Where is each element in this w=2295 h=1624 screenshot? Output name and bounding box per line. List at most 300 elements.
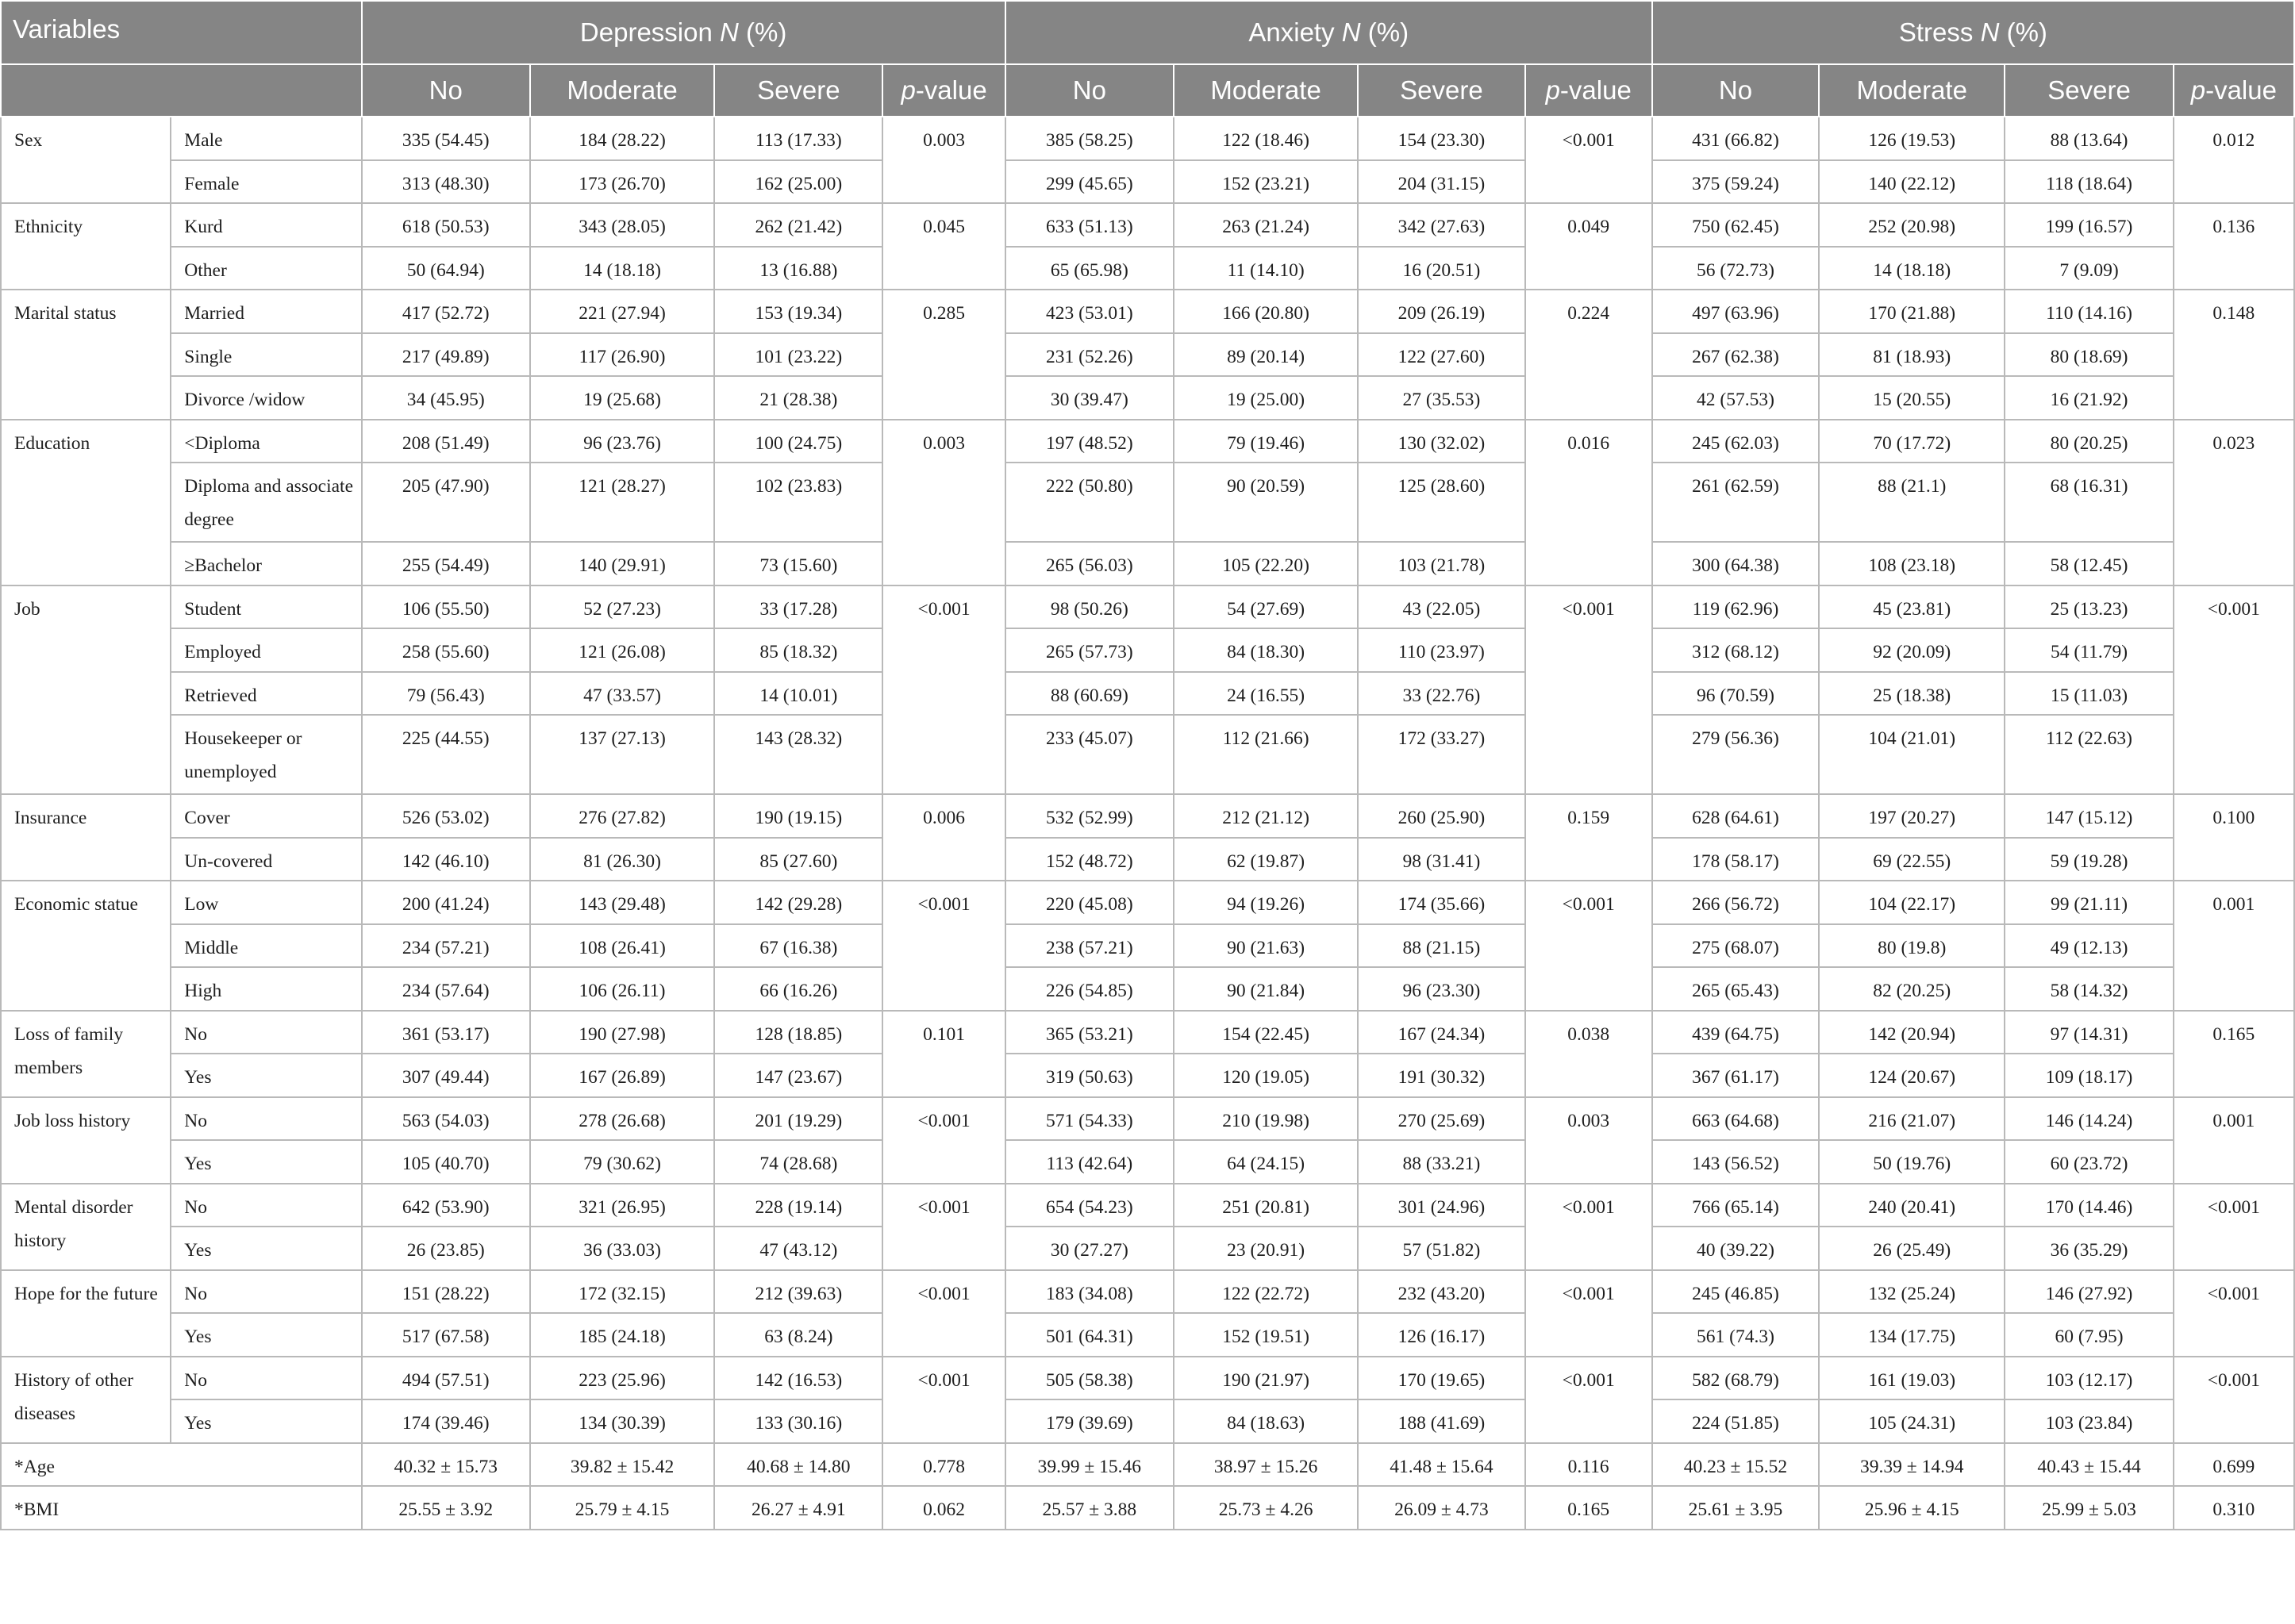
stress-severe-cell: 103 (23.84) xyxy=(2005,1399,2173,1443)
depression-no-cell: 106 (55.50) xyxy=(362,585,530,629)
category-cell: Retrieved xyxy=(171,672,361,716)
anxiety-severe-cell: 170 (19.65) xyxy=(1358,1357,1524,1400)
variable-cell: Job xyxy=(1,585,171,795)
stress-no-cell: 275 (68.07) xyxy=(1652,924,1819,968)
stress-no-cell: 224 (51.85) xyxy=(1652,1399,1819,1443)
anxiety-no-cell: 385 (58.25) xyxy=(1005,117,1174,160)
stress-moderate-cell: 45 (23.81) xyxy=(1819,585,2005,629)
anxiety-moderate-cell: 251 (20.81) xyxy=(1174,1184,1358,1227)
variable-cell: Marital status xyxy=(1,290,171,420)
stress-p-value-cell: 0.001 xyxy=(2174,1097,2294,1184)
anxiety-severe-cell: 98 (31.41) xyxy=(1358,838,1524,881)
anxiety-no-cell: 231 (52.26) xyxy=(1005,333,1174,377)
anxiety-severe-cell: 103 (21.78) xyxy=(1358,542,1524,585)
depression-moderate-cell: 106 (26.11) xyxy=(530,967,714,1011)
stress-moderate-cell: 39.39 ± 14.94 xyxy=(1819,1443,2005,1487)
stress-moderate-cell: 134 (17.75) xyxy=(1819,1313,2005,1357)
anxiety-moderate-cell: 190 (21.97) xyxy=(1174,1357,1358,1400)
stress-moderate-cell: 140 (22.12) xyxy=(1819,160,2005,204)
category-cell: Yes xyxy=(171,1313,361,1357)
anxiety-no-cell: 265 (56.03) xyxy=(1005,542,1174,585)
variable-cell: Hope for the future xyxy=(1,1270,171,1357)
depression-severe-cell: 73 (15.60) xyxy=(714,542,882,585)
anxiety-moderate-cell: 263 (21.24) xyxy=(1174,203,1358,247)
stress-moderate-cell: 25.96 ± 4.15 xyxy=(1819,1486,2005,1530)
stress-severe-cell: 16 (21.92) xyxy=(2005,376,2173,420)
anxiety-moderate-cell: 154 (22.45) xyxy=(1174,1011,1358,1054)
stress-severe-cell: 118 (18.64) xyxy=(2005,160,2173,204)
anxiety-p-value-cell: <0.001 xyxy=(1525,881,1652,1011)
depression-severe-cell: 67 (16.38) xyxy=(714,924,882,968)
table-row xyxy=(1,1140,2294,1184)
table-row xyxy=(1,1011,2294,1054)
stress-moderate-cell: 25 (18.38) xyxy=(1819,672,2005,716)
depression-no-cell: 208 (51.49) xyxy=(362,420,530,463)
anxiety-p-value-cell: <0.001 xyxy=(1525,1357,1652,1443)
variable-cell: Job loss history xyxy=(1,1097,171,1184)
depression-moderate-cell: 19 (25.68) xyxy=(530,376,714,420)
table-row xyxy=(1,247,2294,290)
table-row xyxy=(1,715,2294,794)
variable-cell: *BMI xyxy=(1,1486,362,1530)
stress-severe-cell: 88 (13.64) xyxy=(2005,117,2173,160)
stress-moderate-cell: 105 (24.31) xyxy=(1819,1399,2005,1443)
depression-p-value-cell: <0.001 xyxy=(882,1097,1005,1184)
anxiety-no-cell: 505 (58.38) xyxy=(1005,1357,1174,1400)
anxiety-moderate-cell: 24 (16.55) xyxy=(1174,672,1358,716)
anxiety-moderate-cell: 19 (25.00) xyxy=(1174,376,1358,420)
anxiety-moderate-cell: 84 (18.30) xyxy=(1174,628,1358,672)
header-anxiety: Anxiety N (%) xyxy=(1005,1,1652,64)
anxiety-p-value-cell: 0.165 xyxy=(1525,1486,1652,1530)
anxiety-no-cell: 65 (65.98) xyxy=(1005,247,1174,290)
header-p-value: p-value xyxy=(2174,64,2294,117)
anxiety-p-value-cell: <0.001 xyxy=(1525,1184,1652,1270)
depression-no-cell: 361 (53.17) xyxy=(362,1011,530,1054)
stress-no-cell: 96 (70.59) xyxy=(1652,672,1819,716)
category-cell: Yes xyxy=(171,1054,361,1097)
anxiety-severe-cell: 167 (24.34) xyxy=(1358,1011,1524,1054)
table-row xyxy=(1,1270,2294,1314)
depression-moderate-cell: 172 (32.15) xyxy=(530,1270,714,1314)
stress-no-cell: 56 (72.73) xyxy=(1652,247,1819,290)
depression-no-cell: 34 (45.95) xyxy=(362,376,530,420)
stress-moderate-cell: 124 (20.67) xyxy=(1819,1054,2005,1097)
depression-severe-cell: 153 (19.34) xyxy=(714,290,882,333)
stress-moderate-cell: 82 (20.25) xyxy=(1819,967,2005,1011)
depression-no-cell: 234 (57.21) xyxy=(362,924,530,968)
variable-cell: Education xyxy=(1,420,171,585)
depression-p-value-cell: 0.003 xyxy=(882,420,1005,585)
category-cell: Cover xyxy=(171,794,361,838)
anxiety-moderate-cell: 79 (19.46) xyxy=(1174,420,1358,463)
table-row xyxy=(1,333,2294,377)
header-variables: Variables xyxy=(1,1,362,64)
stress-no-cell: 265 (65.43) xyxy=(1652,967,1819,1011)
stress-no-cell: 367 (61.17) xyxy=(1652,1054,1819,1097)
depression-no-cell: 225 (44.55) xyxy=(362,715,530,794)
depression-p-value-cell: <0.001 xyxy=(882,1270,1005,1357)
depression-no-cell: 313 (48.30) xyxy=(362,160,530,204)
category-cell: Divorce /widow xyxy=(171,376,361,420)
table-row xyxy=(1,203,2294,247)
anxiety-severe-cell: 110 (23.97) xyxy=(1358,628,1524,672)
stress-severe-cell: 40.43 ± 15.44 xyxy=(2005,1443,2173,1487)
stress-severe-cell: 25.99 ± 5.03 xyxy=(2005,1486,2173,1530)
depression-no-cell: 307 (49.44) xyxy=(362,1054,530,1097)
depression-no-cell: 258 (55.60) xyxy=(362,628,530,672)
category-cell: High xyxy=(171,967,361,1011)
depression-no-cell: 335 (54.45) xyxy=(362,117,530,160)
anxiety-no-cell: 319 (50.63) xyxy=(1005,1054,1174,1097)
table-row xyxy=(1,463,2294,542)
anxiety-severe-cell: 33 (22.76) xyxy=(1358,672,1524,716)
depression-severe-cell: 228 (19.14) xyxy=(714,1184,882,1227)
stress-moderate-cell: 170 (21.88) xyxy=(1819,290,2005,333)
stress-moderate-cell: 80 (19.8) xyxy=(1819,924,2005,968)
depression-no-cell: 517 (67.58) xyxy=(362,1313,530,1357)
depression-no-cell: 255 (54.49) xyxy=(362,542,530,585)
category-cell: No xyxy=(171,1270,361,1314)
anxiety-no-cell: 179 (39.69) xyxy=(1005,1399,1174,1443)
stress-severe-cell: 80 (20.25) xyxy=(2005,420,2173,463)
depression-moderate-cell: 184 (28.22) xyxy=(530,117,714,160)
stress-no-cell: 375 (59.24) xyxy=(1652,160,1819,204)
stress-no-cell: 582 (68.79) xyxy=(1652,1357,1819,1400)
depression-severe-cell: 47 (43.12) xyxy=(714,1227,882,1270)
depression-moderate-cell: 14 (18.18) xyxy=(530,247,714,290)
depression-severe-cell: 66 (16.26) xyxy=(714,967,882,1011)
depression-severe-cell: 85 (27.60) xyxy=(714,838,882,881)
stress-severe-cell: 99 (21.11) xyxy=(2005,881,2173,924)
variable-cell: Ethnicity xyxy=(1,203,171,290)
depression-no-cell: 25.55 ± 3.92 xyxy=(362,1486,530,1530)
depression-no-cell: 26 (23.85) xyxy=(362,1227,530,1270)
anxiety-no-cell: 571 (54.33) xyxy=(1005,1097,1174,1141)
stress-moderate-cell: 70 (17.72) xyxy=(1819,420,2005,463)
category-cell: Low xyxy=(171,881,361,924)
category-cell: No xyxy=(171,1097,361,1141)
depression-moderate-cell: 47 (33.57) xyxy=(530,672,714,716)
anxiety-no-cell: 30 (39.47) xyxy=(1005,376,1174,420)
stress-p-value-cell: 0.136 xyxy=(2174,203,2294,290)
stress-moderate-cell: 88 (21.1) xyxy=(1819,463,2005,542)
anxiety-severe-cell: 172 (33.27) xyxy=(1358,715,1524,794)
anxiety-no-cell: 39.99 ± 15.46 xyxy=(1005,1443,1174,1487)
depression-no-cell: 79 (56.43) xyxy=(362,672,530,716)
category-cell: No xyxy=(171,1184,361,1227)
table-row xyxy=(1,838,2294,881)
stress-moderate-cell: 15 (20.55) xyxy=(1819,376,2005,420)
depression-no-cell: 217 (49.89) xyxy=(362,333,530,377)
category-cell: Yes xyxy=(171,1140,361,1184)
stress-moderate-cell: 104 (21.01) xyxy=(1819,715,2005,794)
stress-moderate-cell: 240 (20.41) xyxy=(1819,1184,2005,1227)
depression-severe-cell: 190 (19.15) xyxy=(714,794,882,838)
variable-cell: Mental disorder history xyxy=(1,1184,171,1270)
anxiety-severe-cell: 191 (30.32) xyxy=(1358,1054,1524,1097)
variable-cell: Sex xyxy=(1,117,171,203)
depression-severe-cell: 133 (30.16) xyxy=(714,1399,882,1443)
depression-no-cell: 200 (41.24) xyxy=(362,881,530,924)
anxiety-no-cell: 654 (54.23) xyxy=(1005,1184,1174,1227)
category-cell: Diploma and associate degree xyxy=(171,463,361,542)
depression-moderate-cell: 143 (29.48) xyxy=(530,881,714,924)
depression-severe-cell: 74 (28.68) xyxy=(714,1140,882,1184)
category-cell: Un-covered xyxy=(171,838,361,881)
stress-severe-cell: 97 (14.31) xyxy=(2005,1011,2173,1054)
anxiety-no-cell: 532 (52.99) xyxy=(1005,794,1174,838)
depression-moderate-cell: 221 (27.94) xyxy=(530,290,714,333)
stress-no-cell: 431 (66.82) xyxy=(1652,117,1819,160)
stress-no-cell: 279 (56.36) xyxy=(1652,715,1819,794)
category-cell: No xyxy=(171,1357,361,1400)
depression-p-value-cell: <0.001 xyxy=(882,585,1005,795)
stress-no-cell: 261 (62.59) xyxy=(1652,463,1819,542)
category-cell: Male xyxy=(171,117,361,160)
header-moderate: Moderate xyxy=(1819,64,2005,117)
anxiety-moderate-cell: 38.97 ± 15.26 xyxy=(1174,1443,1358,1487)
stress-no-cell: 245 (62.03) xyxy=(1652,420,1819,463)
depression-p-value-cell: 0.003 xyxy=(882,117,1005,203)
depression-moderate-cell: 167 (26.89) xyxy=(530,1054,714,1097)
stress-moderate-cell: 92 (20.09) xyxy=(1819,628,2005,672)
stress-no-cell: 561 (74.3) xyxy=(1652,1313,1819,1357)
category-cell: Middle xyxy=(171,924,361,968)
depression-moderate-cell: 52 (27.23) xyxy=(530,585,714,629)
depression-moderate-cell: 36 (33.03) xyxy=(530,1227,714,1270)
stress-moderate-cell: 14 (18.18) xyxy=(1819,247,2005,290)
stress-no-cell: 25.61 ± 3.95 xyxy=(1652,1486,1819,1530)
stress-severe-cell: 103 (12.17) xyxy=(2005,1357,2173,1400)
stress-severe-cell: 80 (18.69) xyxy=(2005,333,2173,377)
depression-moderate-cell: 108 (26.41) xyxy=(530,924,714,968)
table-row xyxy=(1,1443,2294,1487)
table-row xyxy=(1,924,2294,968)
depression-no-cell: 151 (28.22) xyxy=(362,1270,530,1314)
stress-p-value-cell: <0.001 xyxy=(2174,1270,2294,1357)
depression-severe-cell: 63 (8.24) xyxy=(714,1313,882,1357)
depression-severe-cell: 113 (17.33) xyxy=(714,117,882,160)
anxiety-p-value-cell: 0.049 xyxy=(1525,203,1652,290)
table-row xyxy=(1,1227,2294,1270)
stress-no-cell: 439 (64.75) xyxy=(1652,1011,1819,1054)
variable-cell: History of other diseases xyxy=(1,1357,171,1443)
stress-no-cell: 663 (64.68) xyxy=(1652,1097,1819,1141)
depression-moderate-cell: 134 (30.39) xyxy=(530,1399,714,1443)
depression-p-value-cell: <0.001 xyxy=(882,881,1005,1011)
stress-severe-cell: 146 (14.24) xyxy=(2005,1097,2173,1141)
header-no: No xyxy=(362,64,530,117)
depression-p-value-cell: 0.062 xyxy=(882,1486,1005,1530)
anxiety-moderate-cell: 112 (21.66) xyxy=(1174,715,1358,794)
depression-moderate-cell: 121 (26.08) xyxy=(530,628,714,672)
table-row xyxy=(1,628,2294,672)
depression-no-cell: 205 (47.90) xyxy=(362,463,530,542)
depression-no-cell: 50 (64.94) xyxy=(362,247,530,290)
header-depression: Depression N (%) xyxy=(362,1,1005,64)
table-row xyxy=(1,1357,2294,1400)
anxiety-severe-cell: 154 (23.30) xyxy=(1358,117,1524,160)
anxiety-severe-cell: 96 (23.30) xyxy=(1358,967,1524,1011)
stress-moderate-cell: 81 (18.93) xyxy=(1819,333,2005,377)
depression-moderate-cell: 25.79 ± 4.15 xyxy=(530,1486,714,1530)
table-row xyxy=(1,160,2294,204)
header-moderate: Moderate xyxy=(530,64,714,117)
anxiety-severe-cell: 122 (27.60) xyxy=(1358,333,1524,377)
stress-severe-cell: 199 (16.57) xyxy=(2005,203,2173,247)
anxiety-severe-cell: 27 (35.53) xyxy=(1358,376,1524,420)
anxiety-severe-cell: 41.48 ± 15.64 xyxy=(1358,1443,1524,1487)
stress-moderate-cell: 50 (19.76) xyxy=(1819,1140,2005,1184)
depression-severe-cell: 101 (23.22) xyxy=(714,333,882,377)
table-row xyxy=(1,290,2294,333)
anxiety-no-cell: 88 (60.69) xyxy=(1005,672,1174,716)
header-severe: Severe xyxy=(2005,64,2173,117)
stress-moderate-cell: 142 (20.94) xyxy=(1819,1011,2005,1054)
stress-p-value-cell: 0.310 xyxy=(2174,1486,2294,1530)
anxiety-p-value-cell: 0.224 xyxy=(1525,290,1652,420)
stress-no-cell: 40.23 ± 15.52 xyxy=(1652,1443,1819,1487)
depression-severe-cell: 201 (19.29) xyxy=(714,1097,882,1141)
category-cell: Kurd xyxy=(171,203,361,247)
category-cell: No xyxy=(171,1011,361,1054)
stress-p-value-cell: 0.148 xyxy=(2174,290,2294,420)
depression-no-cell: 563 (54.03) xyxy=(362,1097,530,1141)
stress-severe-cell: 68 (16.31) xyxy=(2005,463,2173,542)
anxiety-moderate-cell: 90 (20.59) xyxy=(1174,463,1358,542)
anxiety-moderate-cell: 120 (19.05) xyxy=(1174,1054,1358,1097)
depression-severe-cell: 100 (24.75) xyxy=(714,420,882,463)
anxiety-no-cell: 226 (54.85) xyxy=(1005,967,1174,1011)
depression-p-value-cell: 0.045 xyxy=(882,203,1005,290)
stress-severe-cell: 146 (27.92) xyxy=(2005,1270,2173,1314)
depression-severe-cell: 13 (16.88) xyxy=(714,247,882,290)
anxiety-no-cell: 113 (42.64) xyxy=(1005,1140,1174,1184)
table-row xyxy=(1,794,2294,838)
stress-moderate-cell: 104 (22.17) xyxy=(1819,881,2005,924)
depression-moderate-cell: 39.82 ± 15.42 xyxy=(530,1443,714,1487)
anxiety-moderate-cell: 90 (21.84) xyxy=(1174,967,1358,1011)
depression-severe-cell: 14 (10.01) xyxy=(714,672,882,716)
anxiety-p-value-cell: 0.016 xyxy=(1525,420,1652,585)
anxiety-no-cell: 238 (57.21) xyxy=(1005,924,1174,968)
anxiety-severe-cell: 88 (21.15) xyxy=(1358,924,1524,968)
category-cell: Married xyxy=(171,290,361,333)
table-row xyxy=(1,1097,2294,1141)
anxiety-severe-cell: 126 (16.17) xyxy=(1358,1313,1524,1357)
anxiety-moderate-cell: 84 (18.63) xyxy=(1174,1399,1358,1443)
stress-no-cell: 143 (56.52) xyxy=(1652,1140,1819,1184)
depression-p-value-cell: <0.001 xyxy=(882,1357,1005,1443)
depression-moderate-cell: 121 (28.27) xyxy=(530,463,714,542)
table-body xyxy=(1,117,2294,1530)
table-row xyxy=(1,1486,2294,1530)
depression-p-value-cell: <0.001 xyxy=(882,1184,1005,1270)
stress-p-value-cell: <0.001 xyxy=(2174,1357,2294,1443)
table-row xyxy=(1,1313,2294,1357)
anxiety-moderate-cell: 105 (22.20) xyxy=(1174,542,1358,585)
stress-p-value-cell: 0.699 xyxy=(2174,1443,2294,1487)
variable-cell: Loss of family members xyxy=(1,1011,171,1097)
anxiety-moderate-cell: 11 (14.10) xyxy=(1174,247,1358,290)
table-row xyxy=(1,420,2294,463)
depression-moderate-cell: 140 (29.91) xyxy=(530,542,714,585)
category-cell: Other xyxy=(171,247,361,290)
depression-no-cell: 417 (52.72) xyxy=(362,290,530,333)
stress-no-cell: 766 (65.14) xyxy=(1652,1184,1819,1227)
header-no: No xyxy=(1652,64,1819,117)
anxiety-moderate-cell: 166 (20.80) xyxy=(1174,290,1358,333)
table-row xyxy=(1,1054,2294,1097)
depression-moderate-cell: 223 (25.96) xyxy=(530,1357,714,1400)
stress-severe-cell: 60 (23.72) xyxy=(2005,1140,2173,1184)
table-row xyxy=(1,1399,2294,1443)
anxiety-no-cell: 423 (53.01) xyxy=(1005,290,1174,333)
anxiety-moderate-cell: 90 (21.63) xyxy=(1174,924,1358,968)
anxiety-no-cell: 299 (45.65) xyxy=(1005,160,1174,204)
anxiety-severe-cell: 174 (35.66) xyxy=(1358,881,1524,924)
depression-severe-cell: 102 (23.83) xyxy=(714,463,882,542)
depression-moderate-cell: 173 (26.70) xyxy=(530,160,714,204)
stress-severe-cell: 15 (11.03) xyxy=(2005,672,2173,716)
anxiety-p-value-cell: <0.001 xyxy=(1525,117,1652,203)
header-blank xyxy=(1,64,362,117)
header-no: No xyxy=(1005,64,1174,117)
stress-moderate-cell: 108 (23.18) xyxy=(1819,542,2005,585)
anxiety-moderate-cell: 54 (27.69) xyxy=(1174,585,1358,629)
anxiety-severe-cell: 125 (28.60) xyxy=(1358,463,1524,542)
stress-severe-cell: 7 (9.09) xyxy=(2005,247,2173,290)
stress-no-cell: 40 (39.22) xyxy=(1652,1227,1819,1270)
stress-severe-cell: 58 (14.32) xyxy=(2005,967,2173,1011)
depression-moderate-cell: 185 (24.18) xyxy=(530,1313,714,1357)
table-row xyxy=(1,881,2294,924)
stress-severe-cell: 112 (22.63) xyxy=(2005,715,2173,794)
depression-no-cell: 234 (57.64) xyxy=(362,967,530,1011)
table-row xyxy=(1,1184,2294,1227)
depression-severe-cell: 262 (21.42) xyxy=(714,203,882,247)
anxiety-moderate-cell: 94 (19.26) xyxy=(1174,881,1358,924)
depression-no-cell: 40.32 ± 15.73 xyxy=(362,1443,530,1487)
stress-moderate-cell: 126 (19.53) xyxy=(1819,117,2005,160)
anxiety-p-value-cell: 0.159 xyxy=(1525,794,1652,881)
stress-moderate-cell: 216 (21.07) xyxy=(1819,1097,2005,1141)
anxiety-no-cell: 152 (48.72) xyxy=(1005,838,1174,881)
stress-severe-cell: 58 (12.45) xyxy=(2005,542,2173,585)
depression-no-cell: 142 (46.10) xyxy=(362,838,530,881)
anxiety-no-cell: 633 (51.13) xyxy=(1005,203,1174,247)
depression-no-cell: 174 (39.46) xyxy=(362,1399,530,1443)
anxiety-no-cell: 222 (50.80) xyxy=(1005,463,1174,542)
depression-severe-cell: 21 (28.38) xyxy=(714,376,882,420)
anxiety-severe-cell: 204 (31.15) xyxy=(1358,160,1524,204)
stress-no-cell: 628 (64.61) xyxy=(1652,794,1819,838)
depression-severe-cell: 40.68 ± 14.80 xyxy=(714,1443,882,1487)
table-row xyxy=(1,672,2294,716)
category-cell: Student xyxy=(171,585,361,629)
anxiety-severe-cell: 260 (25.90) xyxy=(1358,794,1524,838)
stress-no-cell: 300 (64.38) xyxy=(1652,542,1819,585)
stress-no-cell: 497 (63.96) xyxy=(1652,290,1819,333)
stress-p-value-cell: <0.001 xyxy=(2174,1184,2294,1270)
depression-moderate-cell: 276 (27.82) xyxy=(530,794,714,838)
depression-no-cell: 526 (53.02) xyxy=(362,794,530,838)
anxiety-p-value-cell: 0.003 xyxy=(1525,1097,1652,1184)
stress-severe-cell: 59 (19.28) xyxy=(2005,838,2173,881)
header-severe: Severe xyxy=(1358,64,1524,117)
table-row xyxy=(1,967,2294,1011)
